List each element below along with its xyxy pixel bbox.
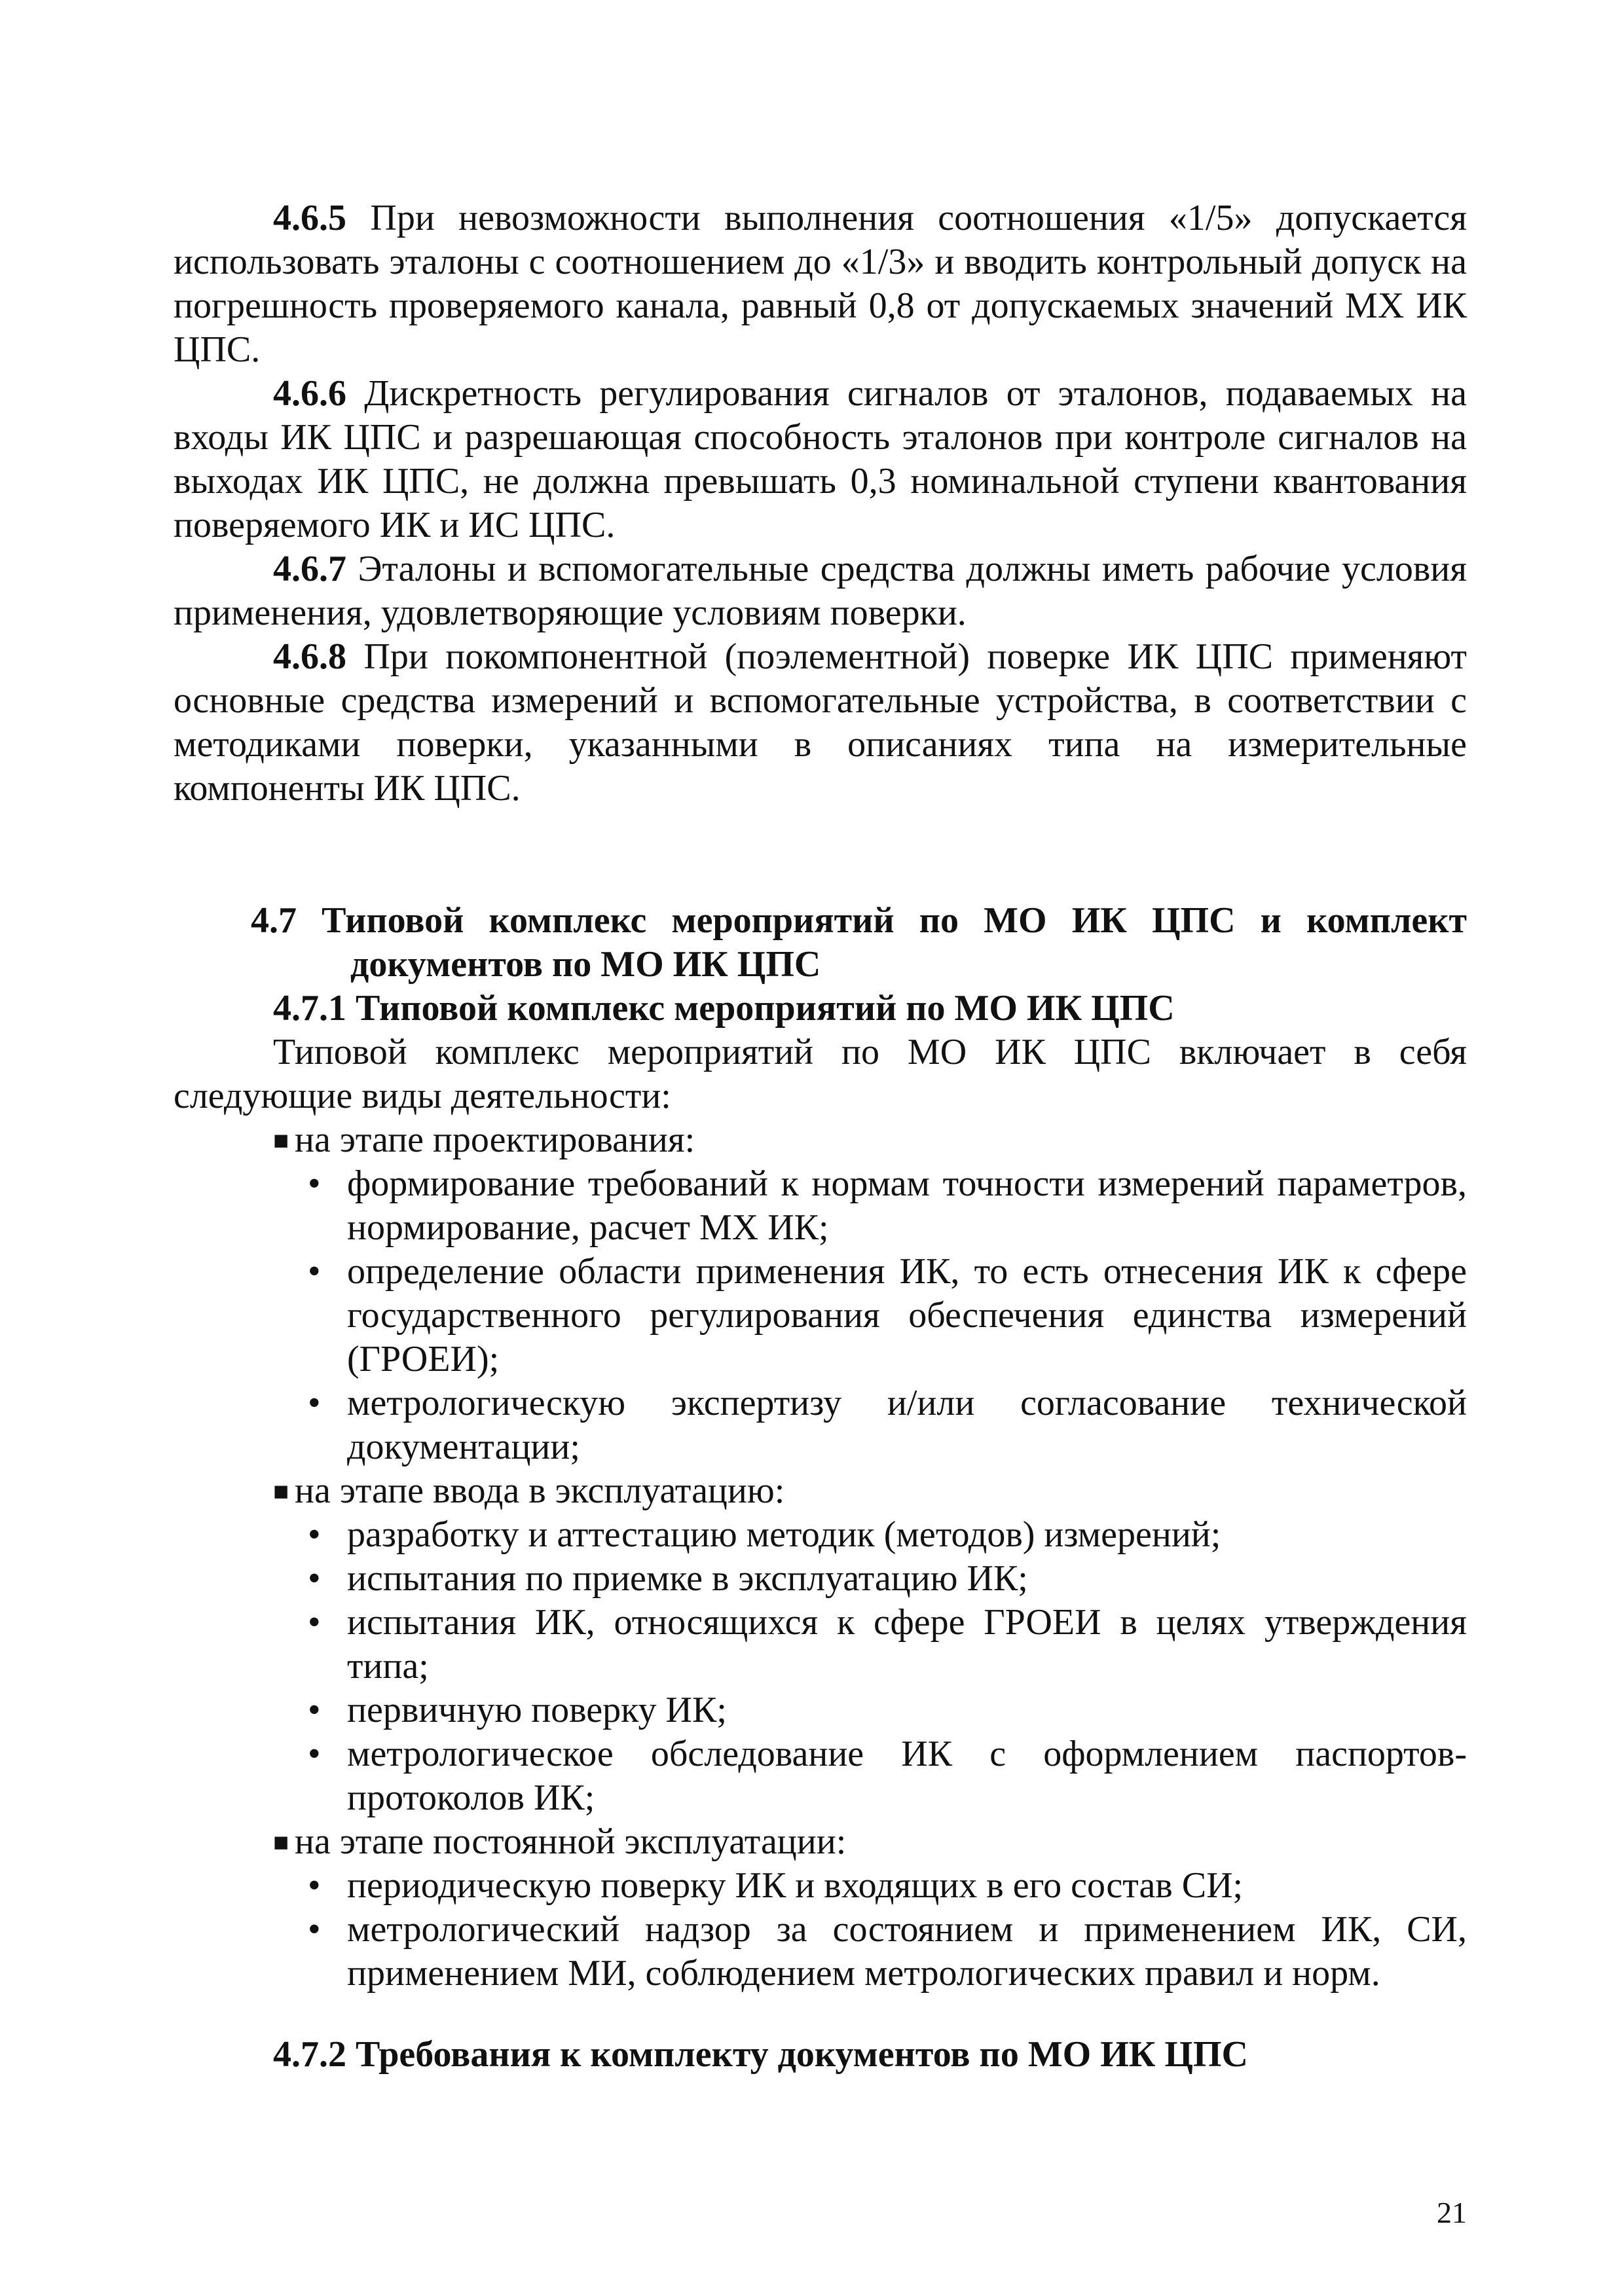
- clause-text: При невозможности выполнения соотношения «1/5» допускается использовать эталоны с соотношением до «1/3» и вводить контрольный допуск на погрешность проверяемого канала, равный 0,8 от допускаемых значений МХ ИК ЦПС.: [174, 198, 1467, 370]
- list-item-text: определение области применения ИК, то есть отнесения ИК к сфере государственного регулирования обеспечения единства измерений (ГРОЕИ);: [347, 1251, 1467, 1379]
- list-item: [174, 1732, 1467, 1820]
- list-item: [174, 1250, 1467, 1381]
- stage-item: [174, 1469, 1467, 1513]
- list-item: [174, 1513, 1467, 1557]
- square-bullet-icon: ■: [273, 1125, 289, 1155]
- list-item: [174, 1908, 1467, 1995]
- list-item-text: периодическую поверку ИК и входящих в его состав СИ;: [347, 1865, 1244, 1906]
- stage-item: [174, 1820, 1467, 1864]
- bullet-icon: •: [308, 1690, 321, 1730]
- clause-number: 4.6.6: [273, 373, 346, 414]
- list-item-text: формирование требований к нормам точности измерений параметров, нормирование, расчет МХ ИК;: [347, 1163, 1467, 1248]
- clause-text: Дискретность регулирования сигналов от эталонов, подаваемых на входы ИК ЦПС и разрешающая способность эталонов при контроле сигналов на выходах ИК ЦПС, не должна превышать 0,3 номинальной ступени квантования поверяемого ИК и ИС ЦПС.: [174, 373, 1467, 545]
- section-heading-4-7-1: 4.7.1 Типовой комплекс мероприятий по МО ИК ЦПС: [273, 988, 1175, 1029]
- bullet-icon: •: [308, 1514, 321, 1555]
- stage-title: на этапе ввода в эксплуатацию:: [295, 1470, 785, 1511]
- bullet-icon: •: [308, 1558, 321, 1599]
- section-heading-4-7: 4.7 Типовой комплекс мероприятий по МО ИК ЦПС и комплект документов по МО ИК ЦПС: [251, 900, 1467, 985]
- clause-text: При покомпонентной (поэлементной) поверке ИК ЦПС применяют основные средства измерений и вспомогательные устройства, в соответствии с методиками поверки, указанными в описаниях типа на измерительные компоненты ИК ЦПС.: [174, 636, 1467, 809]
- paragraph-4-6-8: [174, 635, 1467, 811]
- clause-number: 4.6.5: [273, 198, 346, 238]
- list-item-text: метрологический надзор за состоянием и применением ИК, СИ, применением МИ, соблюдением метрологических правил и норм.: [347, 1909, 1467, 1994]
- bullet-icon: •: [308, 1865, 321, 1906]
- paragraph-4-6-7: [174, 547, 1467, 635]
- list-item: [174, 1688, 1467, 1732]
- list-item-text: метрологическую экспертизу и/или согласование технической документации;: [347, 1383, 1467, 1467]
- section-heading-4-7-2: 4.7.2 Требования к комплекту документов по МО ИК ЦПС: [273, 2034, 1248, 2075]
- stage-title: на этапе проектирования:: [295, 1120, 695, 1160]
- bullet-icon: •: [308, 1163, 321, 1204]
- square-bullet-icon: ■: [273, 1476, 289, 1506]
- square-bullet-icon: ■: [273, 1827, 289, 1857]
- list-item: [174, 1601, 1467, 1688]
- list-item-text: первичную поверку ИК;: [347, 1690, 727, 1730]
- list-item-text: испытания ИК, относящихся к сфере ГРОЕИ в целях утверждения типа;: [347, 1602, 1467, 1686]
- list-item: [174, 1557, 1467, 1601]
- stage-title: на этапе постоянной эксплуатации:: [295, 1821, 847, 1862]
- list-item: [174, 1162, 1467, 1250]
- bullet-icon: •: [308, 1383, 321, 1423]
- clause-number: 4.6.7: [273, 549, 346, 589]
- list-item: [174, 1381, 1467, 1469]
- list-item-text: метрологическое обследование ИК с оформлением паспортов-протоколов ИК;: [347, 1734, 1467, 1818]
- bullet-icon: •: [308, 1251, 321, 1292]
- paragraph-4-6-6: [174, 372, 1467, 547]
- list-item-text: испытания по приемке в эксплуатацию ИК;: [347, 1558, 1028, 1599]
- bullet-icon: •: [308, 1734, 321, 1774]
- stage-item: [174, 1118, 1467, 1162]
- bullet-icon: •: [308, 1909, 321, 1950]
- bullet-icon: •: [308, 1602, 321, 1643]
- list-item: [174, 1864, 1467, 1908]
- paragraph-4-6-5: [174, 196, 1467, 372]
- list-item-text: разработку и аттестацию методик (методов) измерений;: [347, 1514, 1221, 1555]
- page-number: 21: [1437, 2196, 1467, 2229]
- page-body: [174, 196, 1467, 2077]
- intro-paragraph: Типовой комплекс мероприятий по МО ИК ЦПС включает в себя следующие виды деятельности:: [174, 1032, 1467, 1116]
- clause-text: Эталоны и вспомогательные средства должны иметь рабочие условия применения, удовлетворяющие условиям поверки.: [174, 549, 1467, 633]
- clause-number: 4.6.8: [273, 636, 346, 677]
